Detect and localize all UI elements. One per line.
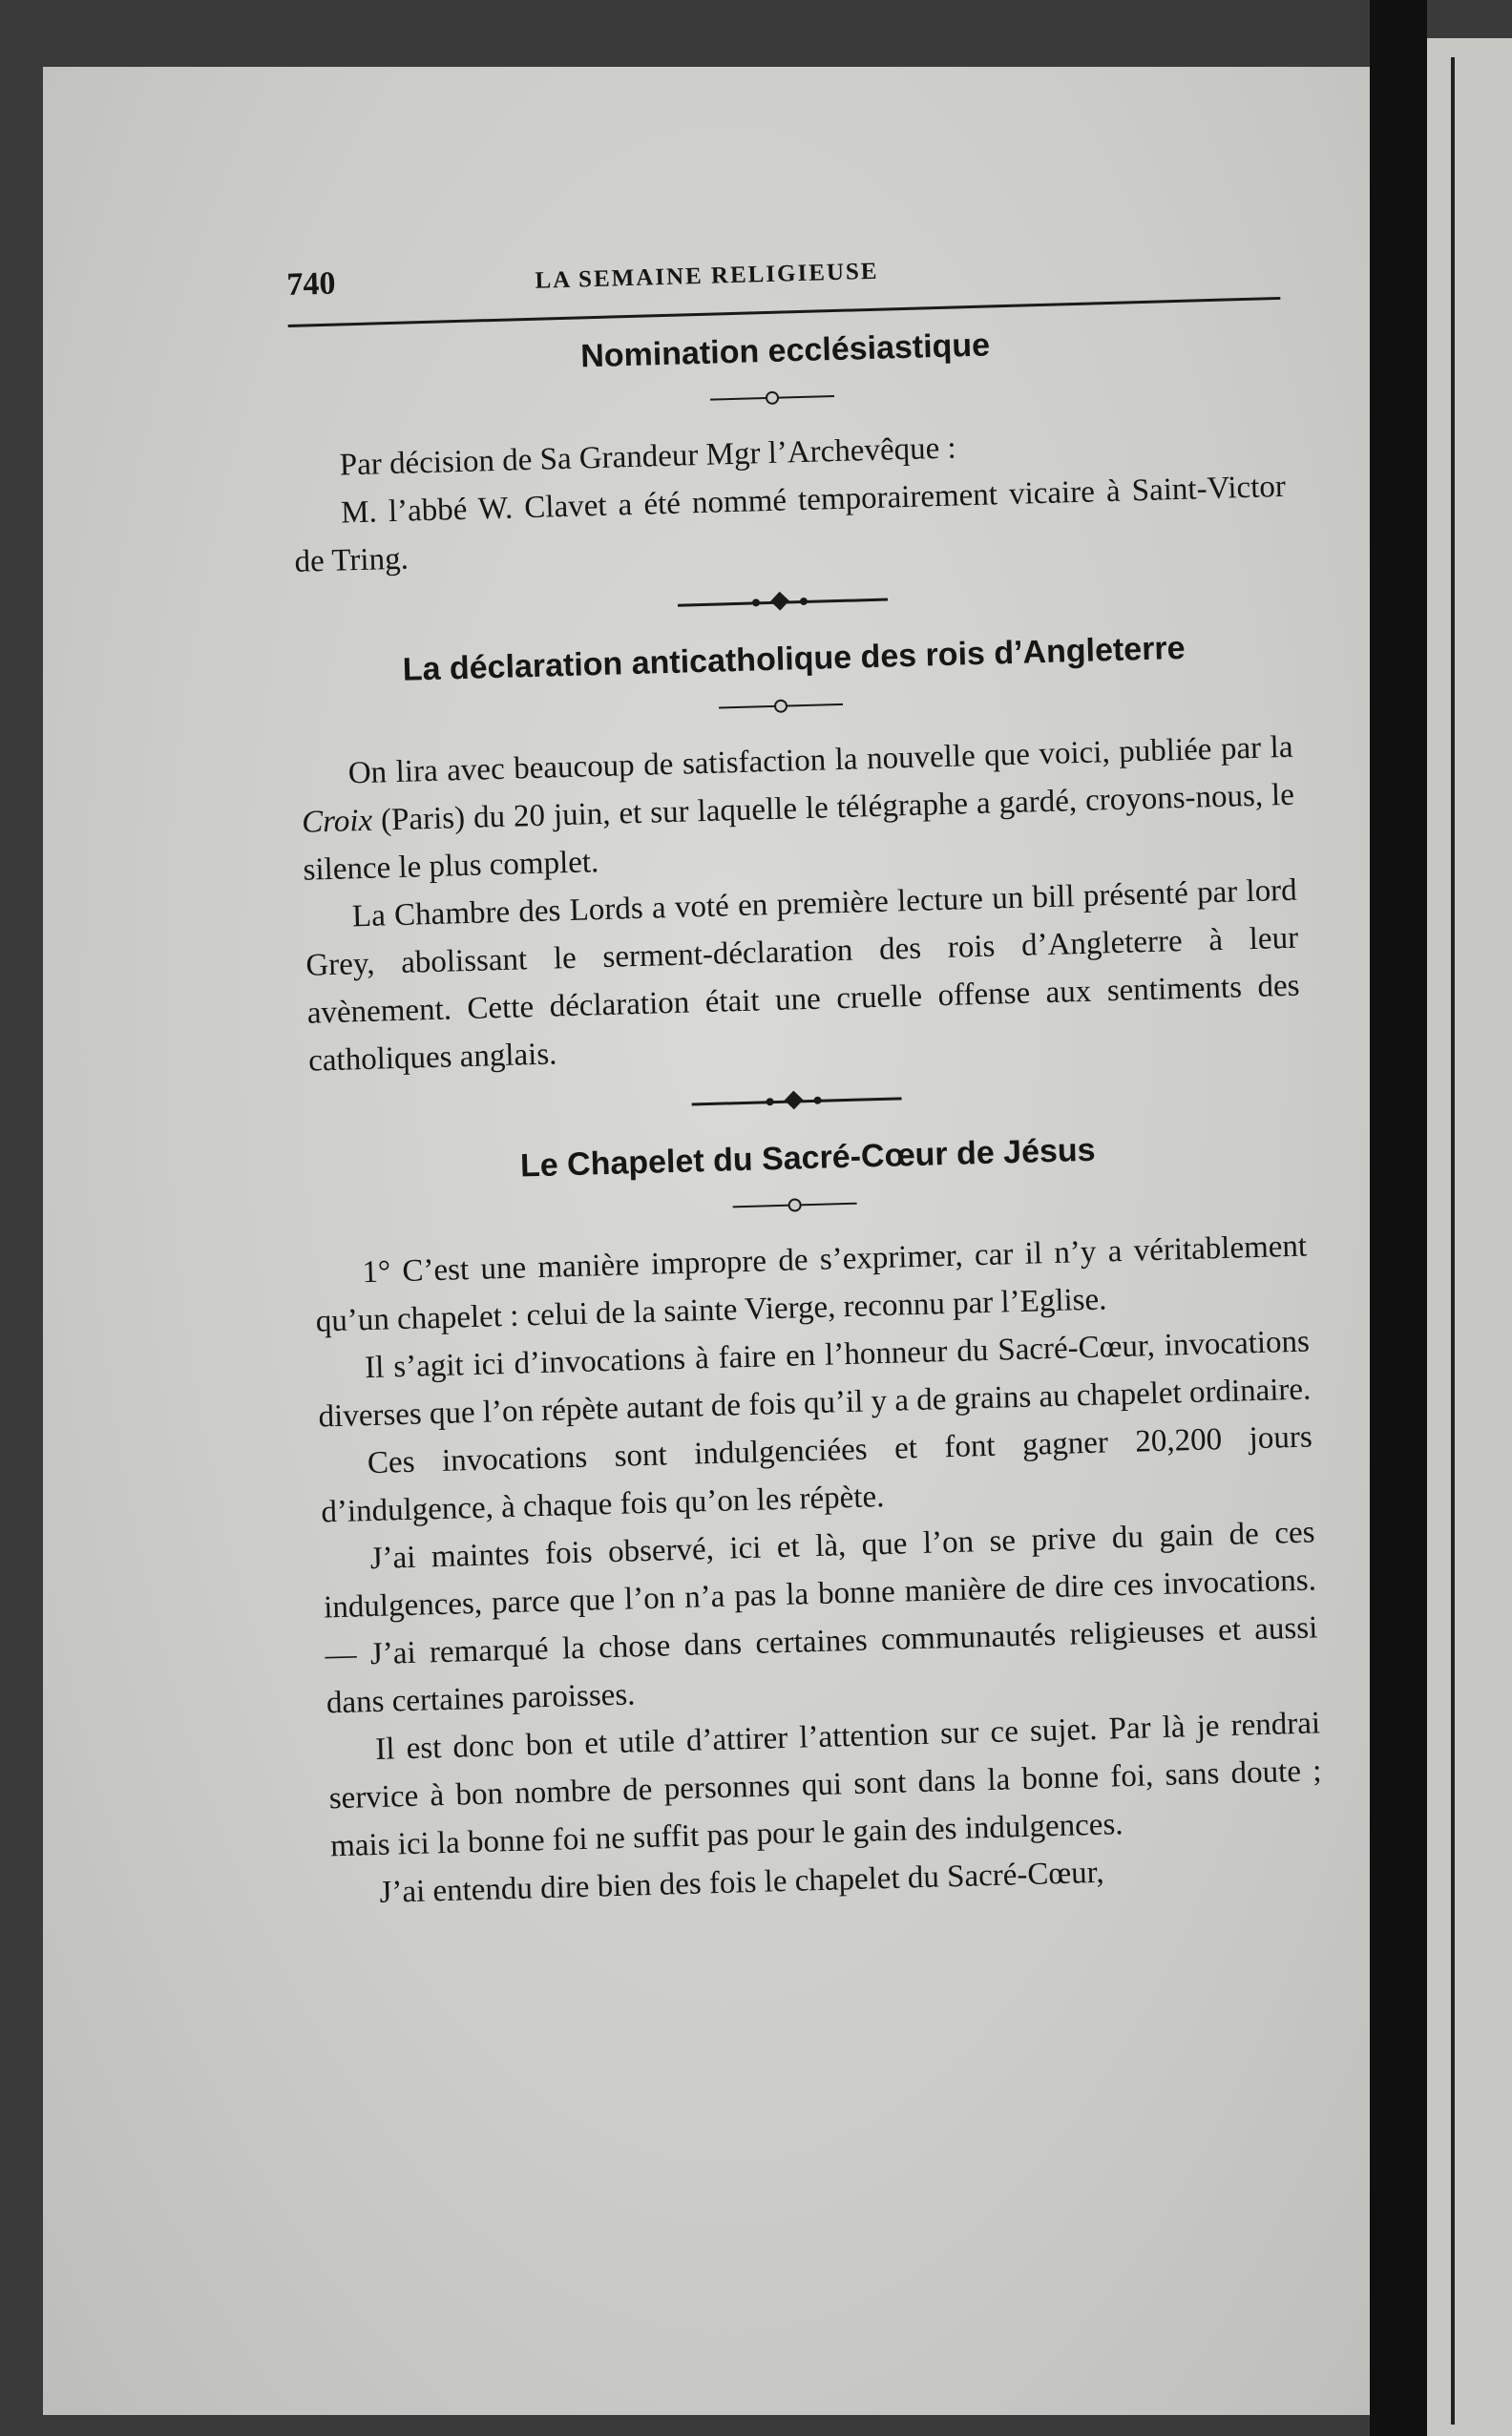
paragraph: Ces invocations sont indulgenciées et font gagner 20,200 jours d’indulgence, à chaque fois qu’on les répète.: [320, 1419, 1313, 1530]
ornament-diamond-icon: [785, 1091, 804, 1110]
ornament-dot-icon: [766, 1098, 773, 1105]
paragraph: [300, 724, 1296, 894]
paragraph: Il s’agit ici d’invocations à faire en l’honneur du Sacré-Cœur, invocations diverses que l’on répète autant de fois qu’il y a de grains au chapelet ordinaire.: [318, 1324, 1312, 1435]
paragraph: M. l’abbé W. Clavet a été nommé temporairement vicaire à Saint-Victor de Tring.: [294, 469, 1287, 579]
text-run: On lira avec beaucoup de satisfaction la nouvelle que voici, publiée par la: [347, 729, 1293, 791]
running-title: LA SEMAINE RELIGIEUSE: [535, 258, 879, 294]
separator-ring-icon: [766, 391, 779, 405]
paragraph: J’ai entendu dire bien des fois le chapelet du Sacré-Cœur,: [379, 1855, 1105, 1910]
page-content: [286, 240, 1325, 1918]
paragraph: 1° C’est une manière impropre de s’exprimer, car il n’y a véritablement qu’un chapelet : celui de la sainte Vierge, reconnu par l’Eglise.: [315, 1228, 1308, 1339]
separator-ring-icon: [774, 700, 788, 713]
ornament-dot-icon: [752, 598, 760, 606]
text-run: (Paris) du 20 juin, et sur laquelle le télégraphe a gardé, croyons-nous, le silence le plus complet.: [303, 777, 1295, 888]
paragraph: Par décision de Sa Grandeur Mgr l’Archevêque :: [339, 430, 957, 483]
paragraph: J’ai maintes fois observé, ici et là, que l’on se prive du gain de ces indulgences, parce que l’on n’a pas la bonne manière de dire ces invocations. — J’ai remarqué la chose dans certaines communautés religieuses et aussi dans certaines paroisses.: [323, 1515, 1318, 1721]
separator-ring-icon: [788, 1198, 801, 1211]
ornament-dot-icon: [813, 1097, 821, 1104]
binding-gutter: [1370, 0, 1427, 2436]
ornament-diamond-icon: [770, 592, 789, 611]
section-title-nomination: Nomination ecclésiastique: [579, 326, 991, 375]
next-page-edge: [1427, 38, 1512, 2436]
section-title-chapelet: Le Chapelet du Sacré-Cœur de Jésus: [519, 1131, 1097, 1185]
next-page-border-line: [1451, 57, 1455, 2425]
section-title-declaration: La déclaration anticatholique des rois d’Angleterre: [402, 629, 1186, 688]
paragraph: La Chambre des Lords a voté en première lecture un bill présenté par lord Grey, abolissant le serment-déclaration des rois d’Angleterre à leur avènement. Cette déclaration était une cruelle offense aux sentiments des catholiques anglais.: [304, 872, 1300, 1079]
newspaper-name: Croix: [301, 803, 373, 840]
page-number: 740: [286, 265, 337, 303]
paragraph: Il est donc bon et utile d’attirer l’attention sur ce sujet. Par là je rendrai service à bon nombre de personnes qui sont dans la bonne foi, sans doute ; mais ici la bonne foi ne suffit pas pour le gain des indulgences.: [328, 1706, 1322, 1864]
ornament-dot-icon: [800, 598, 808, 605]
